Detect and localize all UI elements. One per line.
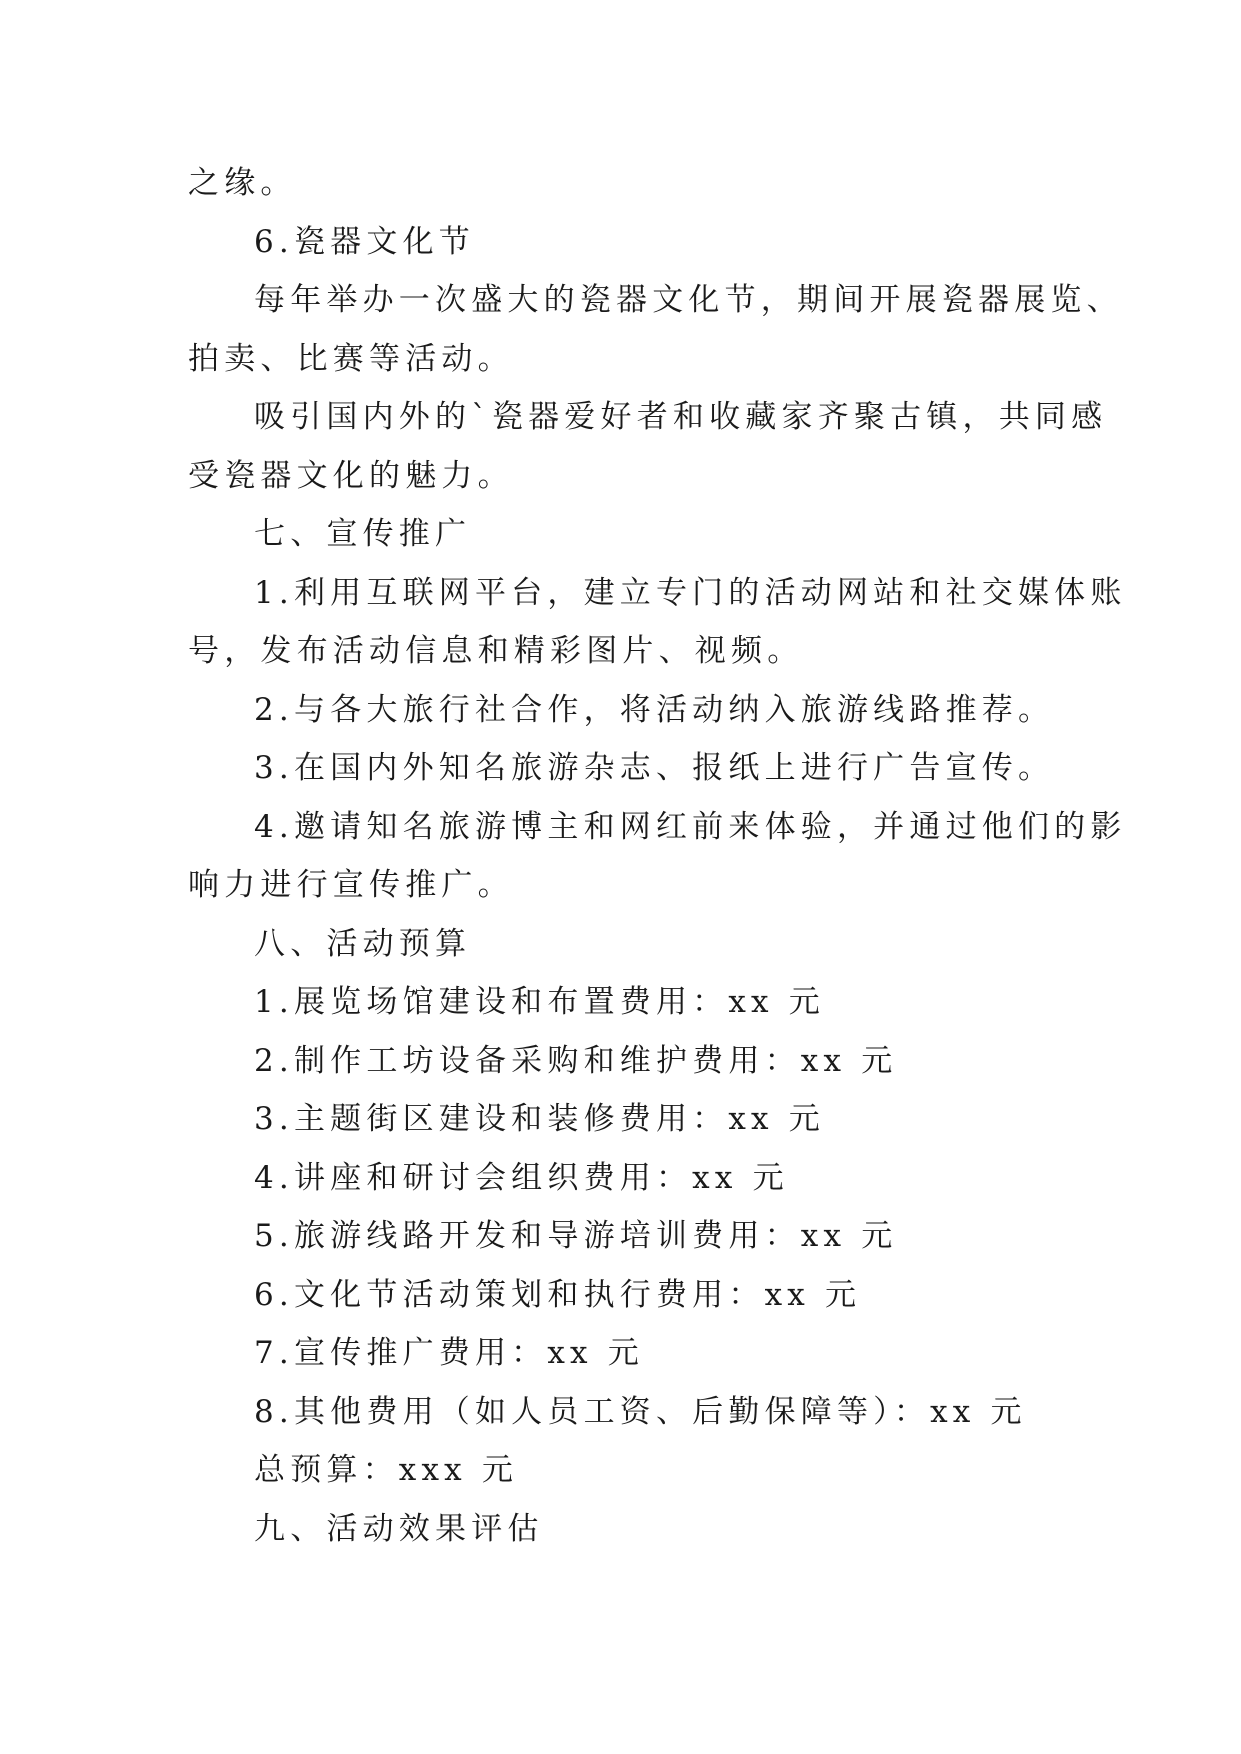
budget-item: 2.制作工坊设备采购和维护费用：xx 元 <box>254 1042 898 1079</box>
list-item: 3.在国内外知名旅游杂志、报纸上进行广告宣传。 <box>254 750 1055 786</box>
section-heading: 八、活动预算 <box>254 925 472 962</box>
list-item: 4.邀请知名旅游博主和网红前来体验，并通过他们的影 <box>254 808 1127 845</box>
section-heading: 七、宣传推广 <box>254 516 472 552</box>
text-line: 拍卖、比赛等活动。 <box>188 340 514 377</box>
document-body <box>188 154 1127 1558</box>
text-line: 吸引国内外的`瓷器爱好者和收藏家齐聚古镇，共同感 <box>254 399 1108 435</box>
budget-item: 8.其他费用（如人员工资、后勤保障等）：xx 元 <box>254 1393 1027 1430</box>
text-line: 之缘。 <box>188 165 297 201</box>
budget-item: 6.文化节活动策划和执行费用：xx 元 <box>254 1276 862 1313</box>
budget-item: 3.主题街区建设和装修费用：xx 元 <box>254 1101 825 1137</box>
list-item: 2.与各大旅行社合作，将活动纳入旅游线路推荐。 <box>254 691 1055 728</box>
budget-item: 7.宣传推广费用：xx 元 <box>254 1335 644 1371</box>
text-line: 每年举办一次盛大的瓷器文化节，期间开展瓷器展览、 <box>254 282 1123 318</box>
section-heading: 九、活动效果评估 <box>254 1510 544 1547</box>
budget-total: 总预算：xxx 元 <box>254 1452 519 1488</box>
list-item: 1.利用互联网平台，建立专门的活动网站和社交媒体账 <box>254 574 1127 611</box>
section-heading: 6.瓷器文化节 <box>254 223 475 260</box>
budget-item: 4.讲座和研讨会组织费用：xx 元 <box>254 1159 789 1196</box>
budget-item: 5.旅游线路开发和导游培训费用：xx 元 <box>254 1218 898 1254</box>
budget-item: 1.展览场馆建设和布置费用：xx 元 <box>254 984 825 1020</box>
text-line: 受瓷器文化的魅力。 <box>188 457 514 494</box>
text-line: 响力进行宣传推广。 <box>188 867 514 903</box>
text-line: 号，发布活动信息和精彩图片、视频。 <box>188 633 804 669</box>
